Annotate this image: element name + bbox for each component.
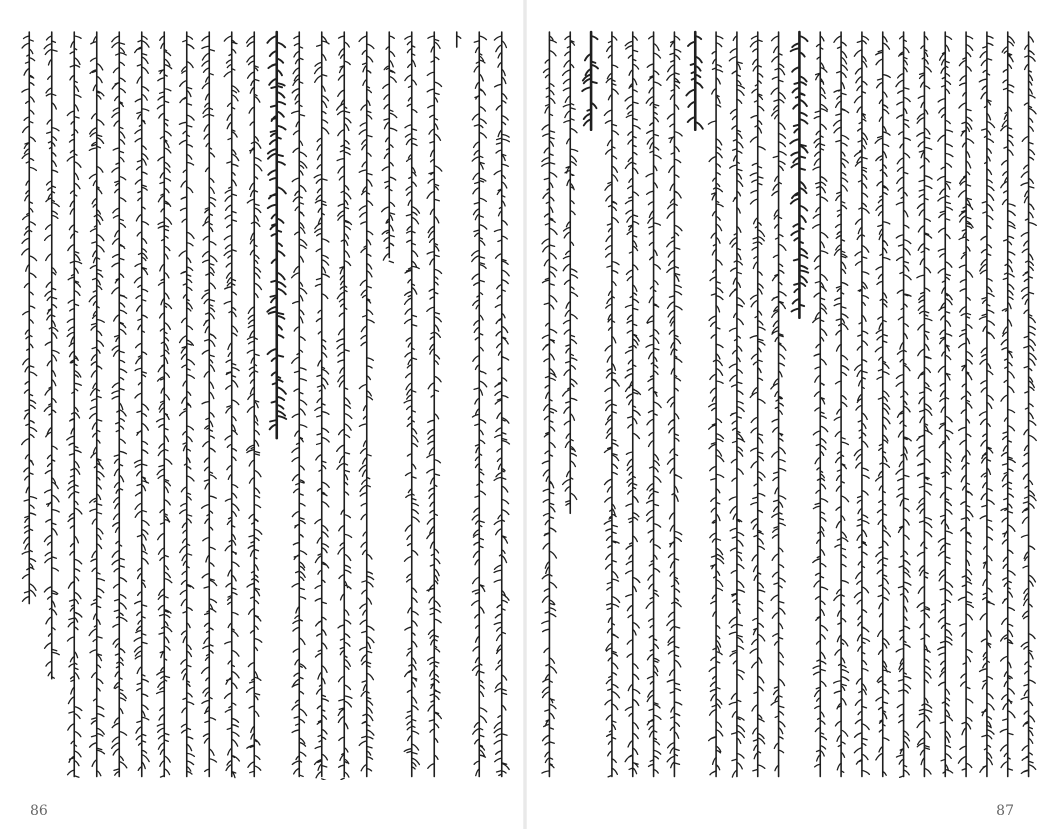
heading-column [267, 32, 286, 438]
text-column [382, 32, 397, 263]
text-column [179, 32, 194, 776]
text-column [134, 32, 149, 776]
text-column [112, 32, 127, 776]
text-column [359, 32, 374, 776]
right-page-number: 87 [996, 803, 1014, 819]
text-column [22, 32, 37, 604]
text-column [667, 32, 682, 776]
text-column [813, 32, 828, 776]
text-column [89, 32, 104, 776]
text-column [875, 32, 890, 776]
text-column [750, 32, 765, 776]
left-page-text-columns [18, 28, 513, 780]
heading-column [686, 32, 702, 130]
left-page-number: 86 [30, 803, 48, 819]
text-column [604, 32, 619, 777]
heading-column [790, 32, 808, 318]
right-page-text-columns [539, 28, 1039, 780]
text-column [958, 32, 973, 776]
text-column [67, 32, 82, 777]
text-column [494, 32, 509, 776]
text-column [314, 32, 329, 780]
right-page-text-block [539, 28, 1039, 780]
text-column [563, 32, 578, 513]
text-column [224, 32, 239, 778]
text-column [157, 32, 172, 777]
text-column [44, 32, 59, 679]
text-column [427, 32, 442, 776]
text-column [729, 32, 744, 777]
text-column [917, 32, 932, 776]
text-column [771, 32, 786, 776]
text-column [646, 32, 661, 776]
text-column [979, 32, 994, 776]
text-column [292, 32, 307, 776]
text-column [834, 32, 849, 776]
text-column [337, 32, 352, 780]
heading-column [582, 32, 598, 130]
text-column [625, 32, 640, 776]
text-column [472, 32, 487, 776]
text-column [247, 32, 262, 776]
text-column [457, 32, 461, 47]
text-column [708, 32, 723, 776]
text-column [854, 32, 869, 776]
text-column [938, 32, 953, 776]
text-column [1000, 32, 1015, 776]
text-column [404, 32, 419, 776]
text-column [896, 32, 911, 777]
text-column [1021, 32, 1036, 776]
right-page [525, 0, 1050, 829]
left-page-text-block [18, 28, 513, 780]
text-column [542, 32, 557, 776]
text-column [202, 32, 217, 776]
